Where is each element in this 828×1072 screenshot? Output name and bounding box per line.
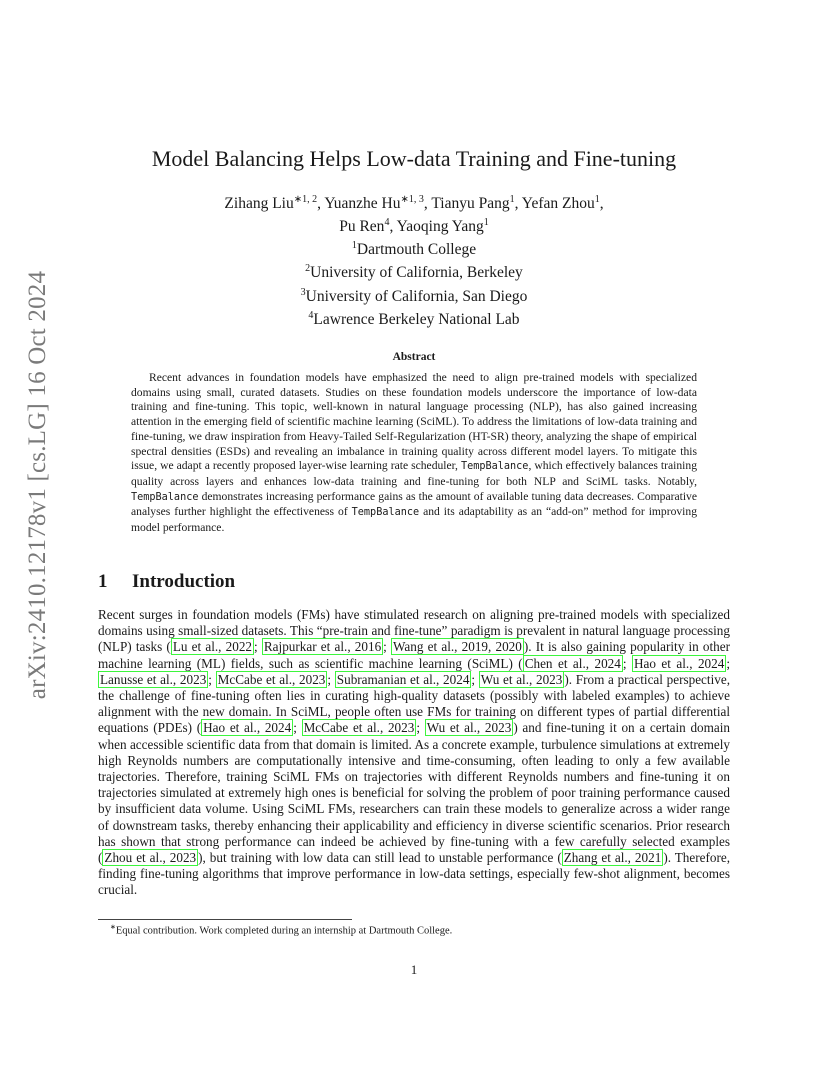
affiliation-mark: 2: [305, 263, 311, 275]
page-number: 1: [410, 962, 418, 977]
affiliation-name: Dartmouth College: [356, 241, 477, 259]
affiliation-name: University of California, Berkeley: [310, 264, 523, 282]
intro-text: ;: [293, 720, 302, 736]
citation-link[interactable]: McCabe et al., 2023: [217, 671, 326, 687]
intro-text: Recent surges in foundation models (FMs) have stimulated research on aligning pre-trained models with specialized domains using small-sized datasets. This “pre-train and fine-tune” paradigm is prevalent in natural language processing (NLP) tasks (: [98, 607, 730, 655]
citation-link[interactable]: Zhang et al., 2021: [563, 850, 662, 866]
citation-link[interactable]: Wu et al., 2023: [480, 671, 563, 687]
arxiv-identifier: arXiv:2410.12178v1 [cs.LG] 16 Oct 2024: [24, 270, 51, 700]
citation-link[interactable]: Chen et al., 2024: [524, 655, 621, 671]
author-line-2: Pu Ren$^4$, Yaoqing Yang$^1$: [339, 217, 489, 236]
intro-text: ;: [416, 720, 425, 736]
affiliation: [98, 283, 730, 306]
paper-title: Model Balancing Helps Low-data Training and Fine-tuning: [151, 146, 677, 171]
method-name: TempBalance: [131, 491, 199, 503]
arxiv-sidebar: [8, 270, 68, 700]
introduction-paragraph: [98, 607, 730, 899]
affiliation-mark: 4: [308, 309, 314, 321]
abstract-text-part: and its adaptability as an “add-on” method for improving model performance.: [131, 505, 697, 535]
affiliation-mark: 1: [351, 240, 357, 252]
intro-text: ;: [726, 655, 730, 671]
section-number: 1: [98, 571, 108, 592]
author-block: [98, 190, 730, 329]
author-mark: ∗1, 2: [293, 194, 318, 205]
affiliation: [98, 259, 730, 282]
author-mark: 1: [594, 194, 600, 205]
intro-text: ;: [254, 639, 262, 655]
intro-text: ;: [327, 671, 335, 687]
footnote: [110, 923, 452, 937]
citation-link[interactable]: Hao et al., 2024: [203, 720, 292, 736]
author-mark: 4: [384, 217, 390, 229]
author-name: Yefan Zhou: [521, 195, 595, 213]
author-mark: 1: [483, 217, 489, 229]
abstract-text: [131, 371, 697, 536]
citation-link[interactable]: McCabe et al., 2023: [303, 720, 415, 736]
citation-link[interactable]: Zhou et al., 2023: [104, 850, 197, 866]
abstract-text-part: Recent advances in foundation models have emphasized the need to align pre-trained models with specialized domains using small, curated datasets. Studies on these foundation models underscore the importance of low-data training and fine-tuning. This topic, well-known in natural language processing (NLP), has also gained increasing attention in the emerging field of scientific machine learning (SciML). To address the limitations of low-data training and fine-tuning, we draw inspiration from Heavy-Tailed Self-Regularization (HT-SR) theory, analyzing the shape of empirical spectral densities (ESDs) and revealing an imbalance in training quality across different model layers. To mitigate this issue, we adapt a recently proposed layer-wise learning rate scheduler,: [131, 371, 697, 473]
affiliation-name: Lawrence Berkeley National Lab: [313, 310, 520, 328]
intro-text: ), but training with low data can still lead to unstable performance (: [198, 850, 562, 866]
footnote-mark: ∗: [110, 923, 116, 931]
citation-link[interactable]: Wu et al., 2023: [426, 720, 512, 736]
author-mark: 1: [509, 194, 515, 205]
abstract-text-part: , which effectively balances training quality across layers and enhances low-data training and fine-tuning for both NLP and SciML tasks. Notably,: [131, 459, 697, 488]
intro-text: ;: [622, 655, 632, 671]
author-name: Pu Ren: [339, 218, 385, 236]
author-name: Tianyu Pang: [431, 195, 510, 213]
citation-link[interactable]: Subramanian et al., 2024: [336, 671, 470, 687]
section-heading: [98, 571, 235, 593]
abstract-heading: Abstract: [392, 351, 436, 363]
intro-text: ;: [208, 671, 216, 687]
intro-text: ). Therefore, finding fine-tuning algorithms that improve performance in low-data settings, especially few-shot alignment, becomes crucial.: [98, 850, 730, 898]
section-title: Introduction: [132, 571, 236, 592]
intro-text: ). From a practical perspective, the challenge of fine-tuning often lies in curating high-quality datasets (possibly with labeled examples) to achieve alignment with the new domain. In SciML, people often use FMs for training on different types of partial differential equations (PDEs) (: [98, 671, 730, 736]
citation-link[interactable]: Hao et al., 2024: [634, 655, 725, 671]
intro-text: ) and fine-tuning it on a certain domain when accessible scientific data from that domain is limited. As a concrete example, turbulence simulations at extremely high Reynolds numbers are computationally intensive and time-consuming, often leading to only a few available trajectories. Therefore, training SciML FMs on trajectories with different Reynolds numbers and fine-tuning it on trajectories simulated at extremely high ones is beneficial for solving the problem of poor training performance caused by insufficient data volume. Using SciML FMs, researchers can train these models to generalize across a wider range of downstream tasks, thereby enhancing their applicability and efficiency in diverse scientific scenarios. Prior research has shown that strong performance can indeed be achieved by fine-tuning with a few carefully selected examples (: [98, 720, 730, 866]
author-line-1: Zihang Liu$^{∗1, 2}$, Yuanzhe $Hu^{∗1, 3}$, Tianyu Pang$^1$, Yefan Zhou$^1$,: [224, 194, 604, 213]
affiliation-mark: 3: [300, 286, 306, 298]
author-mark: ∗1, 3: [400, 194, 424, 205]
affiliation: [98, 236, 730, 259]
citation-link[interactable]: Lanusse et al., 2023: [100, 671, 207, 687]
method-name: TempBalance: [351, 507, 420, 519]
footnote-text: Equal contribution. Work completed during an internship at Dartmouth College.: [115, 925, 453, 937]
citation-link[interactable]: Lu et al., 2022: [172, 639, 253, 655]
affiliation-name: University of California, San Diego: [305, 287, 528, 305]
method-name: TempBalance: [460, 461, 529, 473]
author-name: Yaoqing Yang: [396, 218, 484, 236]
affiliation: [98, 306, 730, 329]
intro-text: ). It is also gaining popularity in other machine learning (ML) fields, such as scientific machine learning (SciML) (: [98, 639, 731, 671]
author-name: Yuanzhe Hu: [324, 195, 401, 213]
footnote-divider: [98, 919, 352, 920]
author-name: Zihang Liu: [224, 195, 294, 213]
citation-link[interactable]: Rajpurkar et al., 2016: [263, 639, 382, 655]
citation-link[interactable]: Wang et al., 2019, 2020: [393, 639, 522, 655]
intro-text: ;: [471, 671, 479, 687]
intro-text: ;: [383, 639, 392, 655]
abstract-text-part: demonstrates increasing performance gains as the amount of available tuning data decreases. Comparative analyses further highlight the effectiveness of: [131, 489, 697, 519]
